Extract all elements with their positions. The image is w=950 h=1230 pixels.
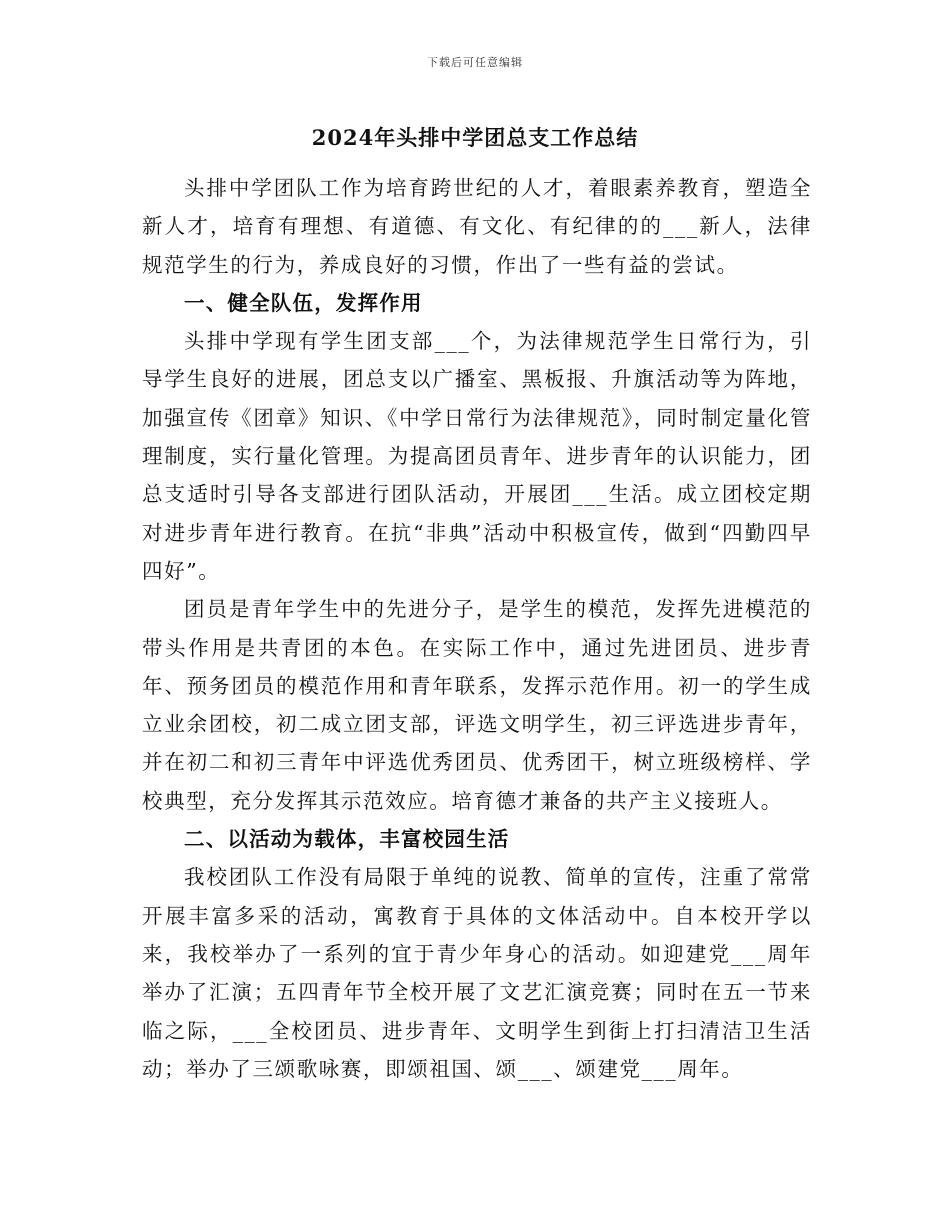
document-body (142, 169, 812, 1088)
section1-heading: 一、健全队伍，发挥作用 (184, 290, 423, 315)
header-note: 下载后可任意编辑 (427, 56, 523, 69)
section2-paragraph-1: 我校团队工作没有局限于单纯的说教、简单的宣传，注重了常常开展丰富多采的活动，寓教育于具体的文体活动中。自本校开学以来，我校举办了一系列的宜于青少年身心的活动。如迎建党___周年举办了汇演；五四青年节全校开展了文艺汇演竞赛；同时在五一节来临之际，___全校团员、进步青年、文明学生到街上打扫清洁卫生活动；举办了三颂歌咏赛，即颂祖国、颂___、颂建党___周年。 (142, 865, 812, 1081)
section1-paragraph-2: 团员是青年学生中的先进分子，是学生的模范，发挥先进模范的带头作用是共青团的本色。在实际工作中，通过先进团员、进步青年、预务团员的模范作用和青年联系，发挥示范作用。初一的学生成立业余团校，初二成立团支部，评选文明学生，初三评选进步青年，并在初二和初三青年中评选优秀团员、优秀团干，树立班级榜样、学校典型，充分发挥其示范效应。培育德才兼备的共产主义接班人。 (142, 597, 812, 813)
intro-paragraph: 头排中学团队工作为培育跨世纪的人才，着眼素养教育，塑造全新人才，培育有理想、有道德、有文化、有纪律的的___新人，法律规范学生的行为，养成良好的习惯，作出了一些有益的尝试。 (142, 176, 812, 277)
section2-heading: 二、以活动为载体，丰富校园生活 (184, 827, 510, 852)
document-title: 2024年头排中学团总支工作总结 (311, 125, 639, 150)
section1-paragraph-1: 头排中学现有学生团支部___个，为法律规范学生日常行为，引导学生良好的进展，团总支以广播室、黑板报、升旗活动等为阵地，加强宣传《团章》知识、《中学日常行为法律规范》，同时制定量化管理制度，实行量化管理。为提高团员青年、进步青年的认识能力，团总支适时引导各支部进行团队活动，开展团___生活。成立团校定期对进步青年进行教育。在抗“非典”活动中积极宣传，做到“四勤四早四好”。 (142, 329, 812, 583)
